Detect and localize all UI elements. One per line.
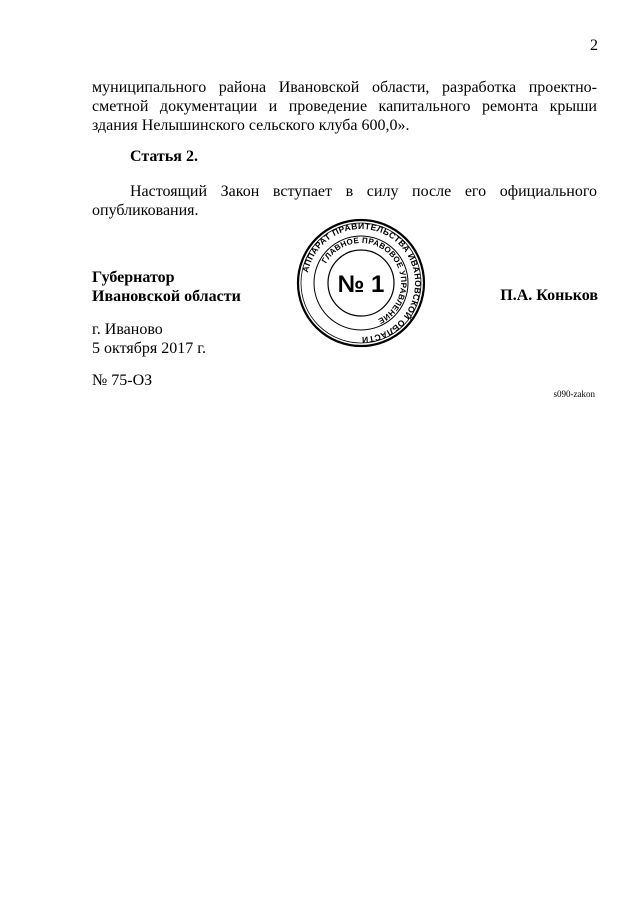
seal-inner-text: ГЛАВНОЕ ПРАВОВОЕ УПРАВЛЕНИЕ: [319, 235, 409, 326]
law-number: № 75-ОЗ: [92, 372, 153, 389]
seal-center-text: № 1: [337, 271, 385, 298]
paragraph-continued: муниципального района Ивановской области, разработка проектно-сметной документации и проведение капитального ремонта крыши здания Нелышинского сельского клуба 600,0».: [92, 79, 597, 134]
seal-stamp: [296, 218, 426, 348]
article-text: Настоящий Закон вступает в силу после его официального опубликования.: [92, 183, 597, 219]
signature-title: [92, 268, 241, 306]
seal-outer-text: АППАРАТ ПРАВИТЕЛЬСТВА ИВАНОВСКОЙ ОБЛАСТИ: [300, 220, 424, 346]
date: 5 октября 2017 г.: [92, 340, 206, 357]
file-code: s090-zakon: [553, 389, 595, 399]
seal-graphic: [296, 218, 426, 348]
page-number: 2: [590, 37, 598, 54]
signature-title-line1: Губернатор: [92, 269, 175, 286]
signature-title-line2: Ивановской области: [92, 288, 241, 305]
signature-name: П.А. Коньков: [500, 287, 598, 304]
city: г. Иваново: [92, 321, 163, 338]
place-date: [92, 320, 206, 358]
article-heading: Статья 2.: [130, 148, 198, 165]
